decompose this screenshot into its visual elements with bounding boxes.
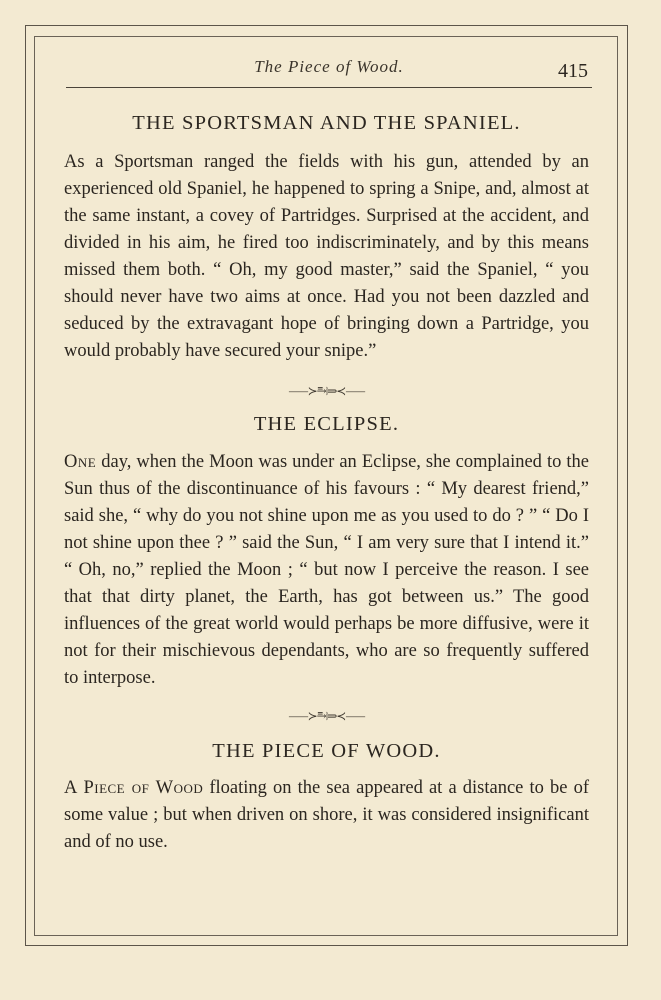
header-rule [66, 87, 592, 88]
story-title-eclipse: THE ECLIPSE. [253, 413, 400, 435]
running-title: The Piece of Wood. [254, 57, 404, 76]
story-text-piece-of-wood: floating on the sea appeared at a distance to be of some value ; but when driven on shore, it was considered insignificant and of no use. [64, 778, 589, 852]
story-text-eclipse: day, when the Moon was under an Eclipse, she complained to the Sun thus of the discontinuance of his favours : “ My dearest friend,” said she, “ why do you not shine upon me as you used to do ? ” “ Do I not shine upon thee ? ” said the Sun, “ I am very sure that I intend it.” “ Oh, no,” replied the Moon ; “ but now I perceive the reason. I see that that dirty planet, the Earth, has got between us.” The good influences of the great world would perhaps be more diffusive, were it not for their mischievous dependants, who are so frequently suffered to interpose. [64, 452, 589, 688]
section-ornament: ⸺≻⥱⧘⥰≺⸺ [288, 709, 365, 723]
story-body-piece-of-wood [64, 775, 589, 856]
story-body-eclipse [64, 449, 589, 692]
story-title-piece-of-wood: THE PIECE OF WOOD. [212, 740, 441, 762]
story-body-sportsman: As a Sportsman ranged the fields with his gun, attended by an experienced old Spaniel, he happened to spring a Snipe, and, almost at the same instant, a covey of Partridges. Surprised at the accident, and divided in his aim, he fired too indiscriminately, and by this means missed them both. “ Oh, my good master,” said the Spaniel, “ you should never have two aims at once. Had you not been dazzled and seduced by the extravagant hope of bringing down a Partridge, you would probably have secured your snipe.” [64, 152, 589, 361]
page-content [64, 110, 589, 856]
section-ornament: ⸺≻⥱⧘⥰≺⸺ [288, 384, 365, 398]
page-header [66, 54, 592, 88]
story-title-sportsman: THE SPORTSMAN AND THE SPANIEL. [132, 112, 521, 134]
story-lead-eclipse: One [64, 452, 97, 472]
page-number: 415 [558, 60, 588, 82]
story-lead-piece-of-wood: A Piece of Wood [64, 778, 204, 798]
